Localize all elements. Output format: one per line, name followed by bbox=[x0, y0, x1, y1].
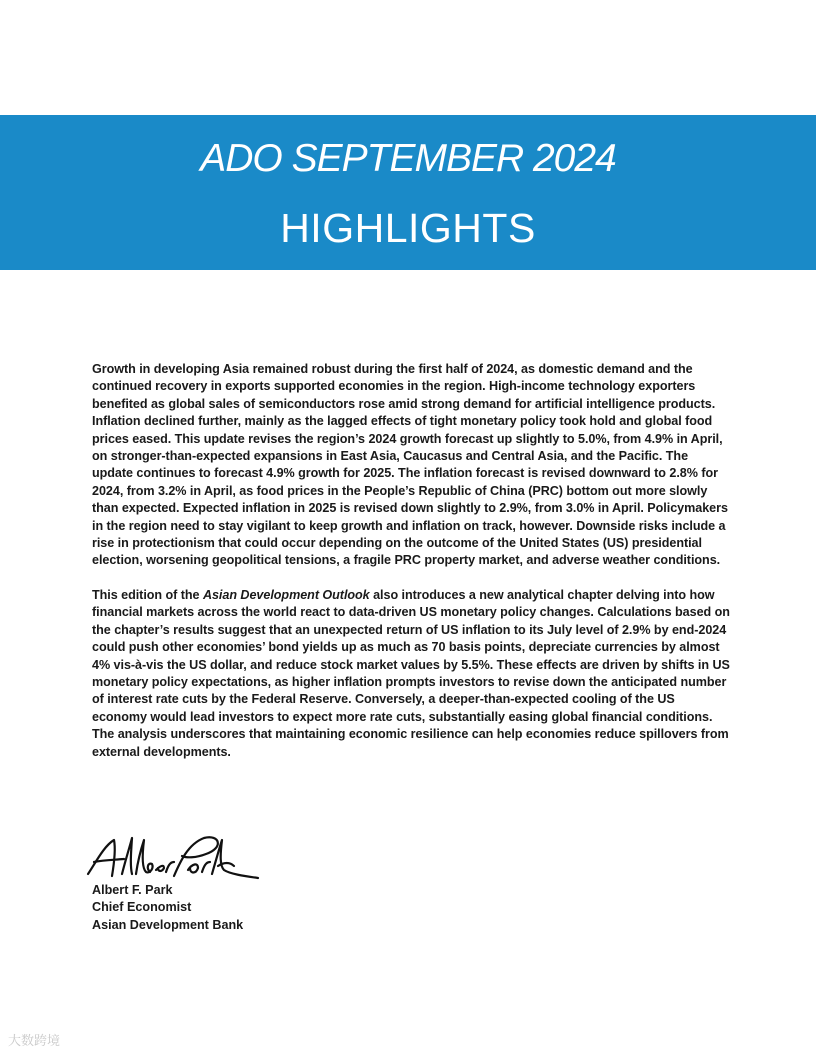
highlights-body bbox=[92, 361, 732, 778]
report-title: ADO SEPTEMBER 2024 bbox=[200, 137, 616, 180]
signatory-title: Chief Economist bbox=[92, 900, 192, 915]
publication-title: Asian Development Outlook bbox=[202, 587, 370, 602]
paragraph-2-rest: also introduces a new analytical chapter delving into how financial markets across the world react to data-driven US monetary policy changes. Calculations based on the chapter’s results suggest that an unexpected return of US inflation to its July level of 2.9% by end-2024 could push other economies’ bond yields up as much as 70 basis points, depreciate currencies by almost 4% vis-à-vis the US dollar, and reduce stock market values by 5.5%. These effects are driven by shifts in US monetary policy expectations, as higher inflation prompts investors to revise down the anticipated number of interest rate cuts by the Federal Reserve. Conversely, a deeper-than-expected cooling of the US economy would lead investors to expect more rate cuts, substantially easing global financial conditions. The analysis underscores that maintaining economic resilience can help economies reduce spillovers from external developments. bbox=[92, 587, 730, 759]
handwritten-signature bbox=[84, 832, 264, 886]
signatory-organization: Asian Development Bank bbox=[92, 917, 244, 932]
paragraph-2-lead: This edition of the bbox=[92, 587, 203, 602]
paragraph-1: Growth in developing Asia remained robust during the first half of 2024, as domestic demand and the continued recovery in exports supported economies in the region. High-income technology exporters benefited as global sales of semiconductors rose amid strong demand for artificial intelligence products. Inflation declined further, mainly as the lagged effects of tight monetary policy took hold and global food prices eased. This update revises the region’s 2024 growth forecast up slightly to 5.0%, from 4.9% in April, on stronger-than-expected expansions in East Asia, Caucasus and Central Asia, and the Pacific. The update continues to forecast 4.9% growth for 2025. The inflation forecast is revised downward to 2.8% for 2024, from 3.2% in April, as food prices in the People’s Republic of China (PRC) bottom out more slowly than expected. Expected inflation in 2025 is revised down slightly to 2.9%, from 3.0% in April. Policymakers in the region need to stay vigilant to keep growth and inflation on track, however. Downside risks include a rise in protectionism that could occur depending on the outcome of the United States (US) presidential election, worsening geopolitical tensions, a fragile PRC property market, and adverse weather conditions. bbox=[92, 362, 728, 568]
signatory-name: Albert F. Park bbox=[92, 883, 173, 897]
title-banner bbox=[0, 115, 816, 270]
watermark: 大数跨境 bbox=[8, 1034, 61, 1049]
signature-block bbox=[92, 882, 243, 934]
section-title: HIGHLIGHTS bbox=[280, 205, 536, 251]
paragraph-2 bbox=[92, 587, 732, 761]
